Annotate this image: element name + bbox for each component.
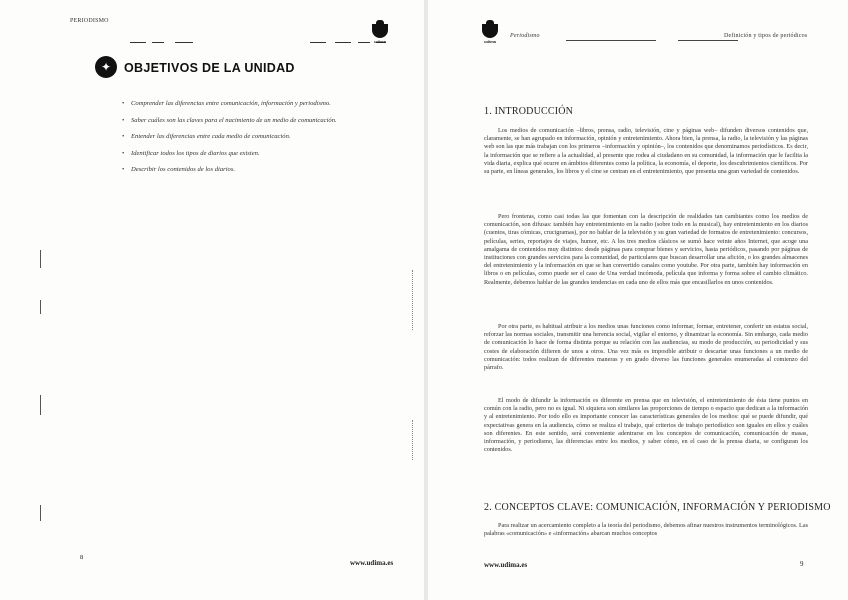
objectives-list bbox=[122, 100, 337, 183]
udima-logo: udima bbox=[480, 20, 500, 46]
objectives-icon: ✦ bbox=[95, 56, 117, 78]
udima-logo: udima bbox=[370, 20, 390, 46]
section-title-intro: 1. INTRODUCCIÓN bbox=[484, 106, 574, 117]
header-dash bbox=[152, 42, 164, 43]
header-dash bbox=[358, 42, 370, 43]
page-number: 8 bbox=[80, 554, 84, 561]
paragraph: Por otra parte, es habitual atribuir a los medios unas funciones como informar, formar, entretener, conferir un estatus social, reforzar las normas sociales, transmitir una herencia social, vigilar el entorno, y dinamizar la economía. Sin embargo, cada medio de comunicación lo hace de forma distinta porque su relación con las audiencias, su modo de producción, su periodicidad y sus costes de elaboración difieren de unos a otros. Una vez más es imposible atribuir o descartar unas funciones a un medio de comunicación: todos realizan de diferentes maneras y en grado diverso las funciones generales enumeradas al comienzo del párrafo. bbox=[484, 323, 808, 372]
footer-url: www.udima.es bbox=[484, 561, 528, 569]
header-dash bbox=[130, 42, 146, 43]
running-header: PERIODISMO bbox=[70, 18, 109, 24]
running-header-right: Definición y tipos de periódicos bbox=[724, 33, 808, 39]
paragraph: Pero fronteras, como casi todas las que fomentan con la descripción de realidades tan cambiantes como los medios de comunicación, son difusas: también hay entretenimiento en la radio (sobre todo en la musical), hay entretenimiento en los diarios (cuentos, tiras cómicas, crucigramas), por no hablar de la televisión y su gran variedad de formatos de entretenimiento: concursos, películas, series, reportajes de viajes, humor, etc. A los tres medios clásicos se sumó hace veinte años Internet, que acoge una amalgama de contenidos muy distintos: desde páginas para comprar bienes y servicios, hasta periódicos, pasando por páginas de instituciones con grandes servicios para la comunidad, de particulares que buscan desarrollar una afición, o los grandes almacenes del entretenimiento y la información en que se han convertido canales como youtube. Por otra parte, también hay información en libros o en películas, como puede ser el caso de Una verdad incómoda, película que informa y forma sobre el cambio climático. Realmente, debemos hablar de las grandes tendencias en cada uno de ellos más que encasillarlos en unos contenidos. bbox=[484, 213, 808, 286]
paragraph: Los medios de comunicación –libros, prensa, radio, televisión, cine y páginas web– difunden diversos contenidos que, claramente, se han agrupado en información, opinión y entretenimiento. Ahora bien, la prensa, la radio, la televisión y las páginas web son las que más trabajan con los primeros –información y opinión–, los contenidos que denominamos periodísticos. Es decir, la información que se refiere a la actualidad, al presente que rodea al ciudadano en su comunidad, la información que le facilita la vida diaria, explica qué ocurre en ámbitos diferentes como la política, la economía, el deporte, los descubrimientos científicos. Por su parte, en líneas generales, los libros y el cine se centran en el entretenimiento, que presenta una gran variedad de contenidos. bbox=[484, 127, 808, 176]
running-header-left: Periodismo bbox=[510, 33, 540, 39]
page-number: 9 bbox=[800, 560, 804, 568]
header-dash bbox=[335, 42, 351, 43]
header-rule bbox=[678, 40, 738, 41]
margin-mark bbox=[40, 505, 41, 521]
list-item: • Saber cuáles son las claves para el nacimiento de un medio de comunicación. bbox=[122, 117, 337, 124]
margin-dots bbox=[412, 270, 414, 330]
margin-mark bbox=[40, 395, 41, 415]
header-rule bbox=[566, 40, 656, 41]
paragraph: El modo de difundir la información es diferente en prensa que en televisión, el entretenimiento de ésta tiene puntos en común con la radio, pero no es igual. Ni siquiera son similares las proporciones de tiempo o espacio que dedican a la información y al entretenimiento. Por todo ello es importante conocer las características generales de los medios: qué se puede difundir, qué expectativas genera en la audiencia, cómo se realiza el trabajo, qué criterios de trabajo periodístico son iguales en ellos y cuáles son diferentes. En este sentido, será conveniente adentrarse en los conceptos de comunicación, comunicación de masas, información, y periodismo, las diferencias entre los medios, y saber cómo, en el caso de la prensa diaria, se configuran los contenidos. bbox=[484, 397, 808, 454]
footer-url: www.udima.es bbox=[350, 559, 394, 567]
objectives-title: OBJETIVOS DE LA UNIDAD bbox=[124, 61, 295, 75]
header-dash bbox=[175, 42, 193, 43]
margin-mark bbox=[40, 250, 41, 268]
margin-mark bbox=[40, 300, 41, 314]
list-item: • Identificar todos los tipos de diarios que existen. bbox=[122, 150, 337, 157]
list-item: • Describir los contenidos de los diarios. bbox=[122, 166, 337, 173]
list-item: • Entender las diferencias entre cada medio de comunicación. bbox=[122, 133, 337, 140]
header-dash bbox=[310, 42, 326, 43]
paragraph: Para realizar un acercamiento completo a la teoría del periodismo, debemos afinar nuestros instrumentos terminológicos. Las palabras «comunicación» e «información» abarcan muchos conceptos bbox=[484, 522, 808, 538]
section-title-concepts: 2. CONCEPTOS CLAVE: COMUNICACIÓN, INFORMACIÓN Y PERIODISMO bbox=[484, 502, 831, 513]
margin-dots bbox=[412, 420, 414, 460]
list-item: • Comprender las diferencias entre comunicación, información y periodismo. bbox=[122, 100, 337, 107]
